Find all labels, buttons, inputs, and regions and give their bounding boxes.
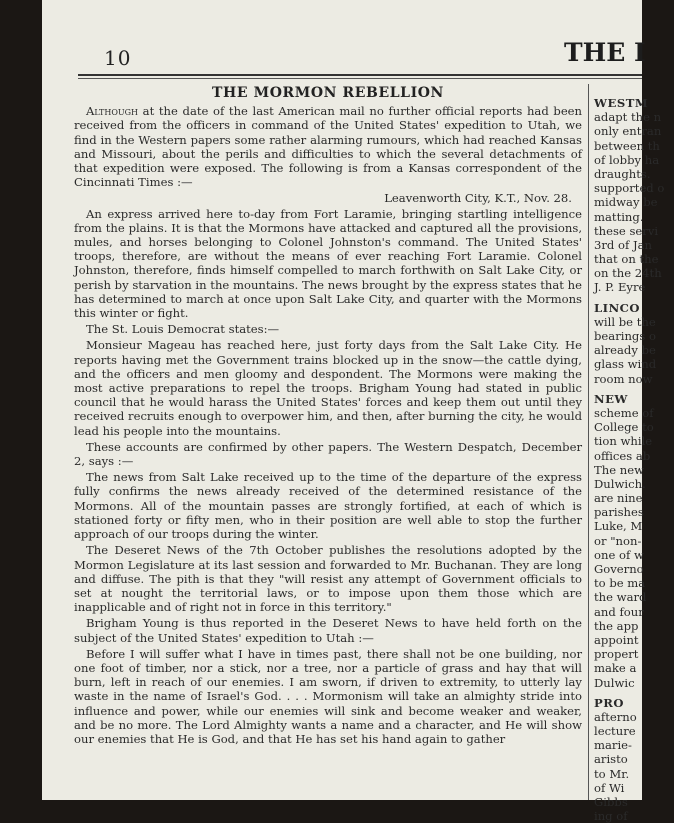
adjacent-column-line: 3rd of Jan (594, 237, 653, 252)
article-paragraph: Monsieur Mageau has reached here, just forty days from the Salt Lake City. He reports having met the Government trains blocked up in the snow—the cattle dying, and the officers and men gloomy and despondent. The Mormons were making the most active preparations to repel the troops. Brigham Young had stated in public council that he would harass the United States' forces and keep them out until they received recruits enough to overpower him, and then, after burning the city, he would lead his people into the mountains. (74, 338, 582, 438)
adjacent-column-line: are nine (594, 491, 643, 506)
page-number: 10 (104, 46, 132, 70)
intro-text: at the date of the last American mail no further official reports had been received from the officers in command of the United States' expedition to Utah, we find in the Western papers some rather alarming rumours, which had reached Kansas and Missouri, about the perils and difficulties to which the several detachments of that expedition were exposed. The following is from a Kansas correspondent of the Cincinnati Times :— (74, 104, 583, 190)
adjacent-column-line: midway be (594, 195, 658, 210)
adjacent-column-line: bearings o (594, 329, 656, 343)
adjacent-column-line: draughts. (594, 166, 651, 181)
article-paragraph: An express arrived here to-day from Fort Laramie, bringing startling intelligence from the plains. It is that the Mormons have attacked and captured all the provisions, mules, and horses belonging to Colonel Johnston's command. The United States' troops, therefore, are without the means of ever reaching Fort Laramie. Colonel Johnston, therefore, finds himself compelled to march forthwith on Salt Lake City, or perish by starvation in the mountains. The news brought by the express states that he has determined to march at once upon Salt Lake City, and quarter with the Mormons this winter or fight. (74, 206, 582, 321)
masthead-title: THE I (564, 38, 646, 67)
adjacent-column-line: scheme of (594, 405, 654, 420)
adjacent-column-heading: LINCO (594, 300, 640, 315)
adjacent-column-line: these servi (594, 223, 659, 238)
adjacent-column-line: glass wind (594, 357, 657, 372)
adjacent-column-line: room now (594, 371, 653, 386)
adjacent-column-line: one of w (594, 547, 644, 562)
adjacent-column-line: already be (594, 343, 656, 358)
adjacent-column-line: matting. (594, 209, 644, 224)
adjacent-column-heading: PRO (594, 695, 624, 710)
adjacent-column-line: Luke, M (594, 519, 643, 534)
adjacent-column-line: to be ma (594, 576, 646, 591)
adjacent-column-line: College to (594, 420, 654, 435)
adjacent-column-line: and four (594, 604, 644, 619)
adjacent-column-line: afterno (594, 709, 637, 724)
article-paragraph: The Deseret News of the 7th October publishes the resolutions adopted by the Mormon Legislature at its last session and forwarded to Mr. Buchanan. They are long and diffuse. The pith is that they "will resist any attempt of Government officials to set at nought the territorial laws, or to impose upon them those which are inapplicable and of right not in force in this territory." (74, 543, 582, 615)
adjacent-column-line: to Mr. (594, 766, 630, 781)
adjacent-column-line: marie- (594, 738, 632, 753)
adjacent-column-line: between th (594, 138, 660, 153)
adjacent-column-line: appoint (594, 632, 639, 647)
adjacent-column-line: will be the (594, 314, 656, 329)
adjacent-column-line: supported o (594, 181, 665, 196)
adjacent-column-line: ing of (594, 809, 628, 823)
intro-first-word: Although (86, 104, 139, 119)
adjacent-column-line: tion while (594, 434, 653, 449)
dateline: Leavenworth City, K.T., Nov. 28. (384, 191, 572, 206)
adjacent-column-heading: WESTM (594, 96, 649, 110)
adjacent-column-line: or "non- (594, 533, 642, 548)
article-paragraph: Before I will suffer what I have in times past, there shall not be one building, nor one foot of timber, nor a stick, nor a tree, nor a particle of grass and hay that will burn, left in reach of our enemies. I am sworn, if driven to extremity, to utterly lay waste in the name of Israel's God. . . . Mormonism will take an almighty stride into influence and power, while our enemies will sink and become weaker and weaker, and be no more. The Lord Almighty wants a name and a character, and He will show our enemies that He is God, and that He has set his hand again to gather (74, 646, 582, 746)
adjacent-column-line: parishes (594, 505, 644, 520)
adjacent-column-line: propert (594, 647, 639, 662)
adjacent-column-line: that on the (594, 252, 659, 267)
adjacent-column-line: the app (594, 618, 639, 633)
adjacent-column-line: make a (594, 661, 637, 676)
adjacent-column-line: only entran (594, 124, 662, 139)
adjacent-column-line: on the 24th (594, 266, 662, 281)
article-paragraph: The news from Salt Lake received up to the time of the departure of the express fully confirms the news already received of the determined resistance of the Mormons. All of the mountain passes are strongly fortified, at each of which is stationed forty or fifty men, who in their position are well able to stop the further approach of our troops during the winter. (74, 470, 582, 542)
article-paragraph: These accounts are confirmed by other papers. The Western Despatch, December 2, says :— (74, 439, 582, 469)
adjacent-column-line: Governo (594, 562, 644, 576)
column-rule (588, 84, 589, 800)
adjacent-column-line: the ward (594, 590, 647, 605)
adjacent-column-line: adapt the n (594, 110, 662, 125)
header-rule (78, 74, 642, 79)
article-intro (74, 104, 582, 189)
article-paragraph: The St. Louis Democrat states:— (86, 322, 280, 337)
adjacent-column-line: The new (594, 462, 644, 477)
newspaper-page (42, 0, 665, 823)
adjacent-column-line: Gibbs (594, 795, 628, 809)
adjacent-column (594, 96, 674, 823)
article-paragraph: Brigham Young is thus reported in the Deseret News to have held forth on the subject of the United States' expedition to Utah :— (74, 616, 582, 645)
page-header (42, 30, 646, 76)
adjacent-column-heading: NEW (594, 391, 628, 406)
adjacent-column-line: lecture (594, 724, 636, 739)
adjacent-column-line: aristo (594, 752, 628, 767)
adjacent-column-line: of lobby ha (594, 152, 660, 167)
adjacent-column-line: Dulwich. (594, 476, 646, 491)
adjacent-column-line: of Wi (594, 780, 625, 795)
article-title: THE MORMON REBELLION (212, 85, 444, 101)
article-column (74, 84, 582, 800)
adjacent-column-line: offices ab (594, 448, 651, 463)
adjacent-column-line: J. P. Eyre (594, 280, 646, 295)
adjacent-column-line: Dulwic (594, 675, 635, 690)
